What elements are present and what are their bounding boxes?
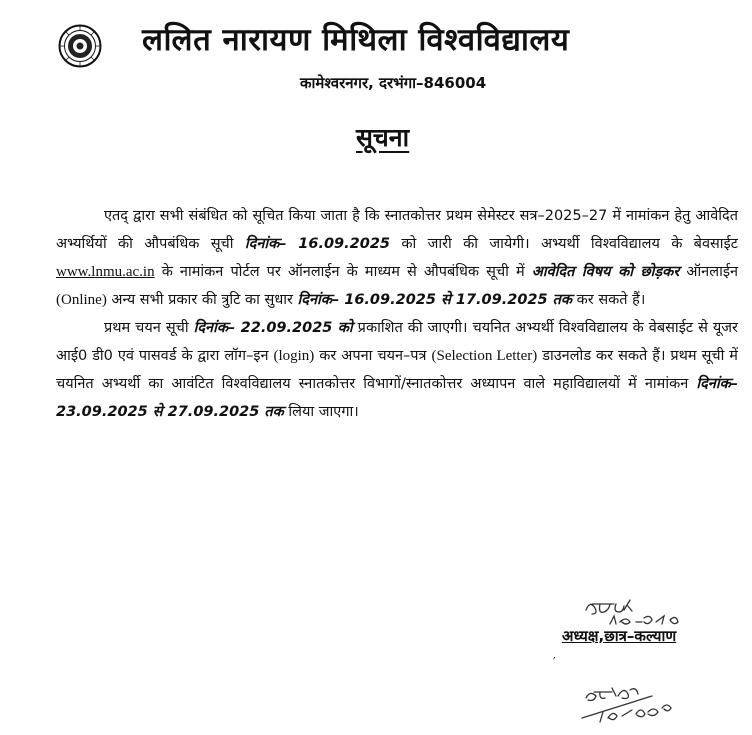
website-link[interactable]: www.lnmu.ac.in: [56, 264, 155, 280]
university-emblem-icon: [58, 24, 102, 68]
university-name: ललित नारायण मिथिला विश्वविद्यालय: [142, 22, 570, 58]
handwritten-signature-2: [578, 678, 688, 728]
text-run: को जारी की जायेगी। अभ्यर्थी विश्वविद्यालय के बेवसाईट: [390, 236, 738, 252]
text-run: लिया जाएगा।: [283, 404, 359, 420]
text-run: एतद् द्वारा सभी संबंधित को सूचित किया जाता है कि स्नातकोत्तर प्रथम सेमेस्टर सत्र–2025–27 में नामांकन हेतु आवेदित अभ्यर्थियों की औपबंधिक सूची: [56, 208, 738, 252]
text-run: ऑनलाईन: [679, 264, 738, 280]
text-run-english: (Online): [56, 292, 107, 308]
notice-paragraph-1: [56, 202, 738, 314]
signatory-designation: अध्यक्ष,छात्र–कल्याण: [562, 627, 677, 645]
text-run: प्रथम चयन सूची: [104, 320, 194, 336]
text-run-english: (Selection Letter): [431, 348, 538, 364]
ink-dot: ′: [553, 655, 556, 669]
excluding-subject-emphasis: आवेदित विषय को छोड़कर: [531, 264, 680, 280]
date-correction-window: दिनांक– 16.09.2025 से 17.09.2025 तक: [297, 292, 573, 308]
text-run: डाउनलोड कर सकते हैं। प्रथम सूची में चयनित अभ्यर्थी का आवंटित विश्वविद्यालय स्नातकोत्तर विभागों/स्नातकोत्तर अध्यापन वाले महाविद्यालयों में नामांकन: [56, 348, 738, 392]
page-title: सूचना: [356, 123, 410, 152]
text-run: अन्य सभी प्रकार की त्रुटि का सुधार: [106, 292, 298, 308]
text-run: के नामांकन पोर्टल पर ऑनलाईन के माध्यम से औपबंधिक सूची में: [154, 264, 532, 280]
text-run: कर अपना चयन–पत्र: [314, 348, 432, 364]
date-admission-window: दिनांक– 23.09.2025 से 27.09.2025 तक: [56, 376, 738, 420]
notice-body: [56, 202, 738, 426]
university-address: कामेश्वरनगर, दरभंगा–846004: [300, 74, 487, 92]
date-provisional-list: दिनांक– 16.09.2025: [244, 236, 391, 252]
notice-paragraph-2: [56, 314, 738, 426]
date-first-list: दिनांक– 22.09.2025 को: [193, 320, 353, 336]
text-run: कर सकते हैं।: [572, 292, 646, 308]
text-run: प्रकाशित की जाएगी। चयनित अभ्यर्थी विश्वविद्यालय के वेबसाईट से यूजर आई0 डी0 एवं पासवर्ड के द्वारा लॉग–इन: [56, 320, 738, 364]
text-run-english: (login): [273, 348, 315, 364]
